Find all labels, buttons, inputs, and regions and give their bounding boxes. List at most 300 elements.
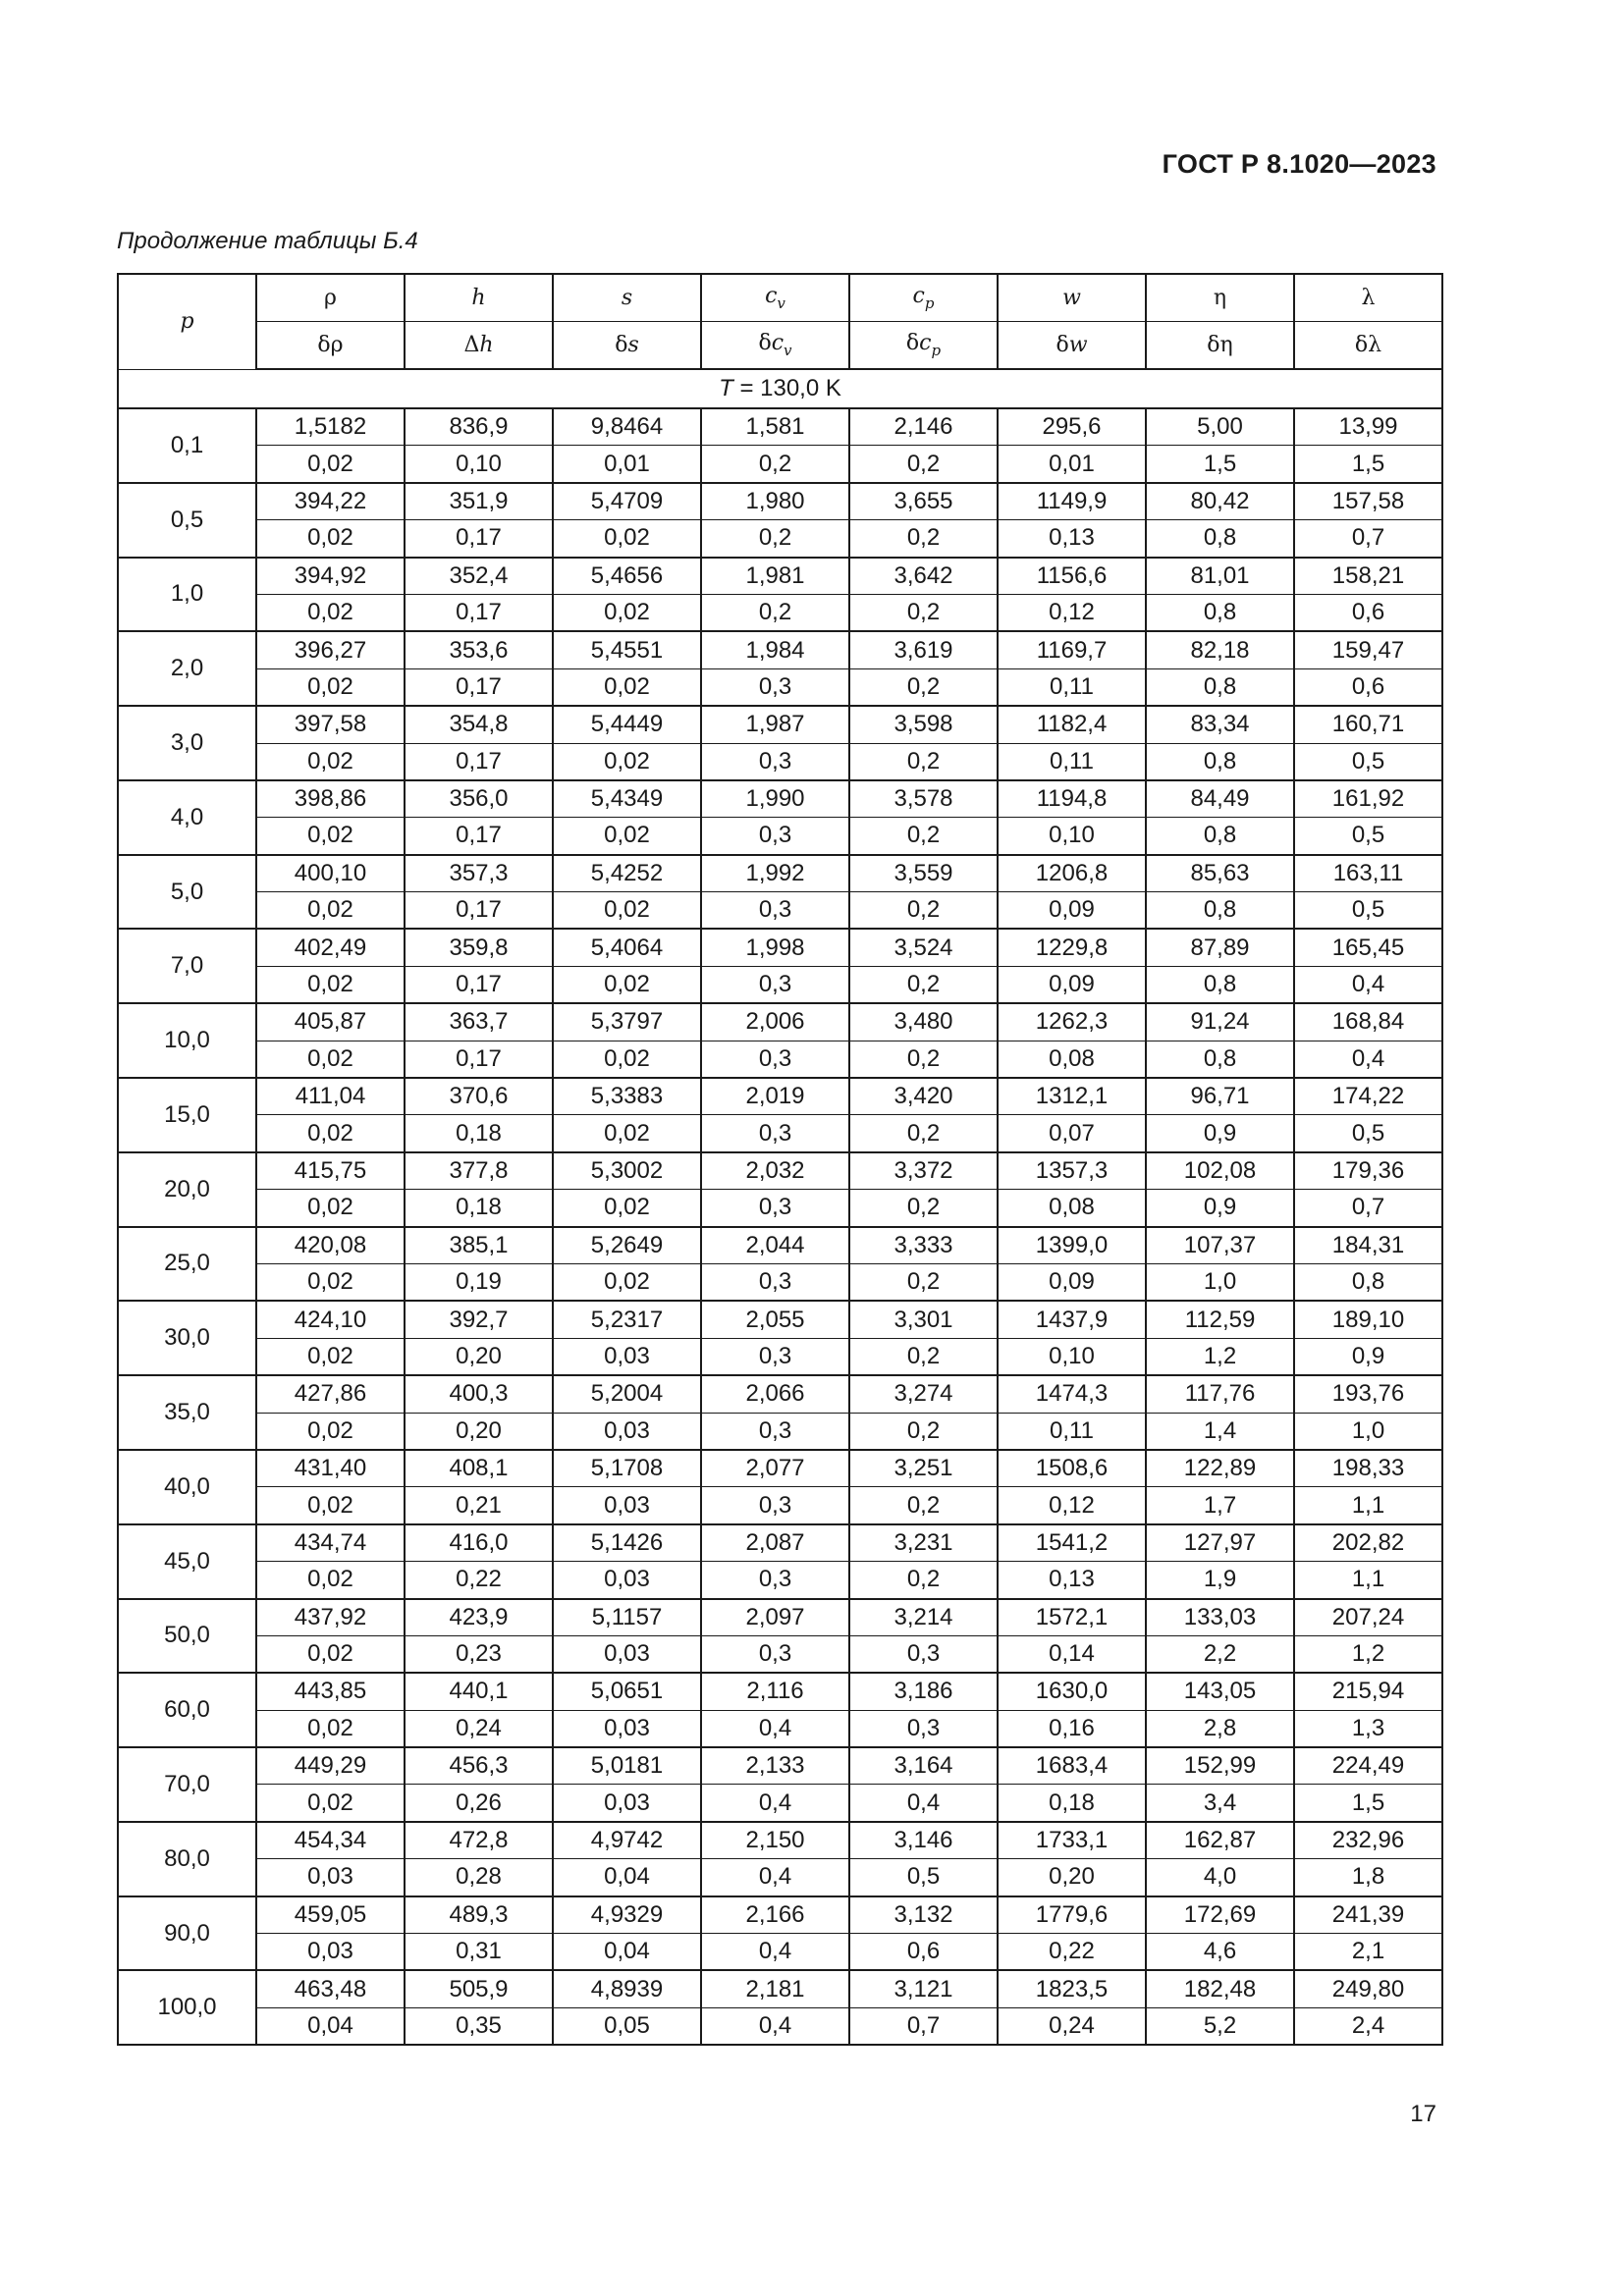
value-cell: 443,85 xyxy=(256,1673,405,1710)
column-header-3 xyxy=(701,274,849,322)
uncertainty-cell: 0,13 xyxy=(998,520,1146,558)
uncertainty-cell: 0,03 xyxy=(256,1859,405,1896)
uncertainty-cell: 3,4 xyxy=(1146,1785,1294,1822)
uncertainty-row xyxy=(118,818,1442,855)
value-cell: 1149,9 xyxy=(998,483,1146,520)
value-cell: 127,97 xyxy=(1146,1524,1294,1562)
value-cell: 3,598 xyxy=(849,706,998,743)
uncertainty-row xyxy=(118,446,1442,483)
uncertainty-cell: 0,18 xyxy=(998,1785,1146,1822)
pressure-value: 20,0 xyxy=(118,1152,256,1227)
uncertainty-cell: 1,0 xyxy=(1294,1413,1442,1450)
column-header-0 xyxy=(256,274,405,322)
uncertainty-cell: 0,3 xyxy=(701,1562,849,1599)
uncertainty-row xyxy=(118,668,1442,706)
value-cell: 158,21 xyxy=(1294,558,1442,595)
value-cell: 400,3 xyxy=(405,1375,553,1413)
table-row xyxy=(118,1078,1442,1115)
value-cell: 402,49 xyxy=(256,929,405,966)
value-cell: 5,4449 xyxy=(553,706,701,743)
uncertainty-variable: c xyxy=(919,330,932,355)
uncertainty-row xyxy=(118,966,1442,1003)
table-row xyxy=(118,1152,1442,1190)
value-cell: 207,24 xyxy=(1294,1599,1442,1636)
uncertainty-cell: 0,7 xyxy=(1294,1190,1442,1227)
uncertainty-cell: 0,02 xyxy=(256,1041,405,1078)
uncertainty-cell: 0,5 xyxy=(1294,1115,1442,1152)
value-cell: 416,0 xyxy=(405,1524,553,1562)
uncertainty-cell: 0,3 xyxy=(701,743,849,780)
pressure-value: 100,0 xyxy=(118,1970,256,2045)
table-caption: Продолжение таблицы Б.4 xyxy=(117,228,418,254)
value-cell: 5,4064 xyxy=(553,929,701,966)
uncertainty-cell: 0,8 xyxy=(1294,1263,1442,1301)
uncertainty-cell: 0,3 xyxy=(701,892,849,930)
value-cell: 351,9 xyxy=(405,483,553,520)
value-cell: 1,980 xyxy=(701,483,849,520)
uncertainty-cell: 0,02 xyxy=(553,966,701,1003)
uncertainty-cell: 0,02 xyxy=(256,1115,405,1152)
uncertainty-cell: 0,2 xyxy=(849,1190,998,1227)
uncertainty-cell: 0,9 xyxy=(1146,1115,1294,1152)
value-cell: 163,11 xyxy=(1294,855,1442,892)
value-cell: 836,9 xyxy=(405,408,553,446)
uncertainty-cell: 0,2 xyxy=(849,1115,998,1152)
table-row xyxy=(118,1524,1442,1562)
uncertainty-variable: s xyxy=(627,332,639,357)
value-cell: 1399,0 xyxy=(998,1227,1146,1264)
uncertainty-cell: 0,02 xyxy=(256,1338,405,1375)
uncertainty-cell: 0,8 xyxy=(1146,668,1294,706)
value-cell: 165,45 xyxy=(1294,929,1442,966)
uncertainty-cell: 0,31 xyxy=(405,1934,553,1971)
uncertainty-cell: 0,2 xyxy=(701,520,849,558)
pressure-value: 25,0 xyxy=(118,1227,256,1302)
table-row xyxy=(118,483,1442,520)
temperature-var: T xyxy=(719,375,733,401)
value-cell: 377,8 xyxy=(405,1152,553,1190)
uncertainty-cell: 1,1 xyxy=(1294,1562,1442,1599)
uncertainty-cell: 0,2 xyxy=(849,966,998,1003)
column-uncertainty-header-0 xyxy=(256,322,405,370)
uncertainty-cell: 2,4 xyxy=(1294,2007,1442,2045)
value-cell: 87,89 xyxy=(1146,929,1294,966)
uncertainty-cell: 0,01 xyxy=(998,446,1146,483)
uncertainty-symbol: δρ xyxy=(317,332,344,357)
table-row xyxy=(118,1301,1442,1338)
value-cell: 2,181 xyxy=(701,1970,849,2007)
uncertainty-subscript: p xyxy=(931,341,942,359)
uncertainty-cell: 0,3 xyxy=(701,1263,849,1301)
column-header-7 xyxy=(1294,274,1442,322)
temperature-value: = 130,0 K xyxy=(732,375,841,401)
value-cell: 431,40 xyxy=(256,1450,405,1487)
uncertainty-cell: 0,02 xyxy=(256,1413,405,1450)
value-cell: 102,08 xyxy=(1146,1152,1294,1190)
value-cell: 1312,1 xyxy=(998,1078,1146,1115)
value-cell: 85,63 xyxy=(1146,855,1294,892)
uncertainty-cell: 0,17 xyxy=(405,520,553,558)
uncertainty-cell: 0,22 xyxy=(405,1562,553,1599)
value-cell: 2,087 xyxy=(701,1524,849,1562)
value-cell: 133,03 xyxy=(1146,1599,1294,1636)
uncertainty-cell: 0,2 xyxy=(849,818,998,855)
uncertainty-cell: 0,02 xyxy=(256,668,405,706)
uncertainty-row xyxy=(118,1785,1442,1822)
value-cell: 2,044 xyxy=(701,1227,849,1264)
value-cell: 2,097 xyxy=(701,1599,849,1636)
uncertainty-row xyxy=(118,892,1442,930)
uncertainty-cell: 0,17 xyxy=(405,668,553,706)
column-header-6 xyxy=(1146,274,1294,322)
pressure-value: 60,0 xyxy=(118,1673,256,1747)
uncertainty-cell: 0,24 xyxy=(998,2007,1146,2045)
table-row xyxy=(118,1673,1442,1710)
value-cell: 420,08 xyxy=(256,1227,405,1264)
value-cell: 189,10 xyxy=(1294,1301,1442,1338)
pressure-value: 0,1 xyxy=(118,408,256,483)
column-header-4 xyxy=(849,274,998,322)
value-cell: 434,74 xyxy=(256,1524,405,1562)
uncertainty-cell: 0,03 xyxy=(553,1413,701,1450)
value-cell: 1182,4 xyxy=(998,706,1146,743)
value-cell: 5,2317 xyxy=(553,1301,701,1338)
value-cell: 83,34 xyxy=(1146,706,1294,743)
uncertainty-row xyxy=(118,1934,1442,1971)
uncertainty-cell: 0,3 xyxy=(849,1710,998,1747)
uncertainty-cell: 0,3 xyxy=(701,1413,849,1450)
uncertainty-cell: 0,6 xyxy=(1294,594,1442,631)
uncertainty-row xyxy=(118,1859,1442,1896)
uncertainty-cell: 0,03 xyxy=(553,1785,701,1822)
uncertainty-cell: 0,13 xyxy=(998,1562,1146,1599)
uncertainty-cell: 0,2 xyxy=(849,743,998,780)
pressure-value: 90,0 xyxy=(118,1896,256,1971)
value-cell: 107,37 xyxy=(1146,1227,1294,1264)
value-cell: 2,032 xyxy=(701,1152,849,1190)
uncertainty-subscript: v xyxy=(784,341,792,359)
value-cell: 3,121 xyxy=(849,1970,998,2007)
uncertainty-cell: 0,2 xyxy=(849,520,998,558)
value-cell: 2,066 xyxy=(701,1375,849,1413)
value-cell: 1,987 xyxy=(701,706,849,743)
uncertainty-cell: 0,02 xyxy=(553,1190,701,1227)
value-cell: 112,59 xyxy=(1146,1301,1294,1338)
value-cell: 363,7 xyxy=(405,1003,553,1041)
column-header-1 xyxy=(405,274,553,322)
value-cell: 82,18 xyxy=(1146,631,1294,668)
value-cell: 2,006 xyxy=(701,1003,849,1041)
value-cell: 5,4656 xyxy=(553,558,701,595)
uncertainty-cell: 1,0 xyxy=(1146,1263,1294,1301)
uncertainty-row xyxy=(118,1413,1442,1450)
uncertainty-prefix: δ xyxy=(615,332,628,357)
uncertainty-cell: 0,2 xyxy=(849,1338,998,1375)
value-cell: 3,132 xyxy=(849,1896,998,1934)
uncertainty-cell: 0,2 xyxy=(849,594,998,631)
standard-code: ГОСТ Р 8.1020—2023 xyxy=(1162,149,1436,179)
uncertainty-cell: 0,04 xyxy=(553,1934,701,1971)
uncertainty-cell: 0,02 xyxy=(553,1263,701,1301)
uncertainty-cell: 1,5 xyxy=(1294,1785,1442,1822)
value-cell: 1,998 xyxy=(701,929,849,966)
uncertainty-cell: 0,8 xyxy=(1146,892,1294,930)
uncertainty-cell: 0,09 xyxy=(998,892,1146,930)
value-cell: 440,1 xyxy=(405,1673,553,1710)
value-cell: 159,47 xyxy=(1294,631,1442,668)
pressure-value: 1,0 xyxy=(118,558,256,632)
column-symbol-subscript: v xyxy=(777,294,785,312)
column-uncertainty-header-4 xyxy=(849,322,998,370)
column-symbol-subscript: p xyxy=(924,294,935,312)
uncertainty-cell: 0,03 xyxy=(256,1934,405,1971)
uncertainty-cell: 0,20 xyxy=(405,1413,553,1450)
table-row xyxy=(118,706,1442,743)
uncertainty-cell: 0,02 xyxy=(553,743,701,780)
pressure-value: 40,0 xyxy=(118,1450,256,1524)
uncertainty-cell: 0,3 xyxy=(701,966,849,1003)
value-cell: 396,27 xyxy=(256,631,405,668)
uncertainty-cell: 4,0 xyxy=(1146,1859,1294,1896)
value-cell: 385,1 xyxy=(405,1227,553,1264)
uncertainty-cell: 0,02 xyxy=(256,1562,405,1599)
uncertainty-cell: 0,12 xyxy=(998,594,1146,631)
uncertainty-cell: 0,11 xyxy=(998,1413,1146,1450)
value-cell: 415,75 xyxy=(256,1152,405,1190)
uncertainty-cell: 1,4 xyxy=(1146,1413,1294,1450)
uncertainty-row xyxy=(118,1041,1442,1078)
value-cell: 397,58 xyxy=(256,706,405,743)
value-cell: 3,251 xyxy=(849,1450,998,1487)
uncertainty-cell: 2,8 xyxy=(1146,1710,1294,1747)
uncertainty-cell: 0,09 xyxy=(998,1263,1146,1301)
column-symbol: h xyxy=(471,285,486,310)
uncertainty-cell: 0,3 xyxy=(701,1487,849,1524)
uncertainty-cell: 0,35 xyxy=(405,2007,553,2045)
table-row xyxy=(118,631,1442,668)
value-cell: 1,981 xyxy=(701,558,849,595)
uncertainty-row xyxy=(118,1562,1442,1599)
uncertainty-cell: 0,02 xyxy=(256,594,405,631)
value-cell: 80,42 xyxy=(1146,483,1294,520)
column-symbol: η xyxy=(1213,285,1227,310)
uncertainty-cell: 0,28 xyxy=(405,1859,553,1896)
uncertainty-cell: 0,5 xyxy=(849,1859,998,1896)
value-cell: 449,29 xyxy=(256,1747,405,1785)
value-cell: 168,84 xyxy=(1294,1003,1442,1041)
uncertainty-cell: 0,17 xyxy=(405,594,553,631)
uncertainty-cell: 1,7 xyxy=(1146,1487,1294,1524)
uncertainty-cell: 0,7 xyxy=(1294,520,1442,558)
uncertainty-cell: 0,4 xyxy=(1294,966,1442,1003)
value-cell: 463,48 xyxy=(256,1970,405,2007)
value-cell: 2,150 xyxy=(701,1822,849,1859)
uncertainty-cell: 0,8 xyxy=(1146,594,1294,631)
uncertainty-cell: 0,10 xyxy=(998,818,1146,855)
value-cell: 198,33 xyxy=(1294,1450,1442,1487)
value-cell: 157,58 xyxy=(1294,483,1442,520)
uncertainty-cell: 0,19 xyxy=(405,1263,553,1301)
value-cell: 3,333 xyxy=(849,1227,998,1264)
value-cell: 3,559 xyxy=(849,855,998,892)
value-cell: 411,04 xyxy=(256,1078,405,1115)
uncertainty-cell: 0,02 xyxy=(553,1115,701,1152)
pressure-value: 70,0 xyxy=(118,1747,256,1822)
uncertainty-variable: h xyxy=(479,332,494,357)
column-uncertainty-header-2 xyxy=(553,322,701,370)
value-cell: 232,96 xyxy=(1294,1822,1442,1859)
value-cell: 161,92 xyxy=(1294,780,1442,818)
value-cell: 5,4709 xyxy=(553,483,701,520)
value-cell: 182,48 xyxy=(1146,1970,1294,2007)
table-row xyxy=(118,780,1442,818)
uncertainty-cell: 0,3 xyxy=(701,1635,849,1673)
uncertainty-cell: 0,17 xyxy=(405,892,553,930)
uncertainty-cell: 2,2 xyxy=(1146,1635,1294,1673)
value-cell: 1,984 xyxy=(701,631,849,668)
uncertainty-cell: 0,11 xyxy=(998,668,1146,706)
value-cell: 5,00 xyxy=(1146,408,1294,446)
value-cell: 1169,7 xyxy=(998,631,1146,668)
value-cell: 424,10 xyxy=(256,1301,405,1338)
uncertainty-cell: 0,21 xyxy=(405,1487,553,1524)
table-row xyxy=(118,1227,1442,1264)
uncertainty-cell: 2,1 xyxy=(1294,1934,1442,1971)
value-cell: 5,4551 xyxy=(553,631,701,668)
value-cell: 392,7 xyxy=(405,1301,553,1338)
uncertainty-row xyxy=(118,1710,1442,1747)
pressure-value: 15,0 xyxy=(118,1078,256,1152)
uncertainty-cell: 0,3 xyxy=(701,1041,849,1078)
value-cell: 202,82 xyxy=(1294,1524,1442,1562)
value-cell: 423,9 xyxy=(405,1599,553,1636)
column-symbol: s xyxy=(621,285,633,310)
uncertainty-cell: 0,02 xyxy=(256,1710,405,1747)
value-cell: 1206,8 xyxy=(998,855,1146,892)
value-cell: 5,1426 xyxy=(553,1524,701,1562)
uncertainty-cell: 0,02 xyxy=(553,520,701,558)
uncertainty-cell: 0,24 xyxy=(405,1710,553,1747)
uncertainty-cell: 5,2 xyxy=(1146,2007,1294,2045)
table-row xyxy=(118,855,1442,892)
table-row xyxy=(118,1599,1442,1636)
uncertainty-cell: 0,8 xyxy=(1146,1041,1294,1078)
uncertainty-cell: 0,17 xyxy=(405,743,553,780)
value-cell: 459,05 xyxy=(256,1896,405,1934)
uncertainty-cell: 0,10 xyxy=(998,1338,1146,1375)
value-cell: 5,4252 xyxy=(553,855,701,892)
page-number: 17 xyxy=(1410,2101,1436,2127)
value-cell: 408,1 xyxy=(405,1450,553,1487)
value-cell: 454,34 xyxy=(256,1822,405,1859)
value-cell: 3,372 xyxy=(849,1152,998,1190)
value-cell: 81,01 xyxy=(1146,558,1294,595)
uncertainty-cell: 0,2 xyxy=(849,1562,998,1599)
uncertainty-cell: 4,6 xyxy=(1146,1934,1294,1971)
uncertainty-cell: 0,8 xyxy=(1146,966,1294,1003)
value-cell: 215,94 xyxy=(1294,1673,1442,1710)
value-cell: 2,055 xyxy=(701,1301,849,1338)
uncertainty-row xyxy=(118,743,1442,780)
table-row xyxy=(118,408,1442,446)
value-cell: 2,133 xyxy=(701,1747,849,1785)
value-cell: 1,992 xyxy=(701,855,849,892)
uncertainty-cell: 0,18 xyxy=(405,1115,553,1152)
pressure-value: 4,0 xyxy=(118,780,256,855)
uncertainty-symbol: δλ xyxy=(1354,332,1382,357)
value-cell: 1508,6 xyxy=(998,1450,1146,1487)
uncertainty-cell: 0,8 xyxy=(1146,818,1294,855)
uncertainty-row xyxy=(118,1263,1442,1301)
pressure-value: 45,0 xyxy=(118,1524,256,1599)
uncertainty-row xyxy=(118,1190,1442,1227)
uncertainty-cell: 0,5 xyxy=(1294,743,1442,780)
value-cell: 3,274 xyxy=(849,1375,998,1413)
uncertainty-cell: 0,02 xyxy=(553,818,701,855)
uncertainty-cell: 1,9 xyxy=(1146,1562,1294,1599)
uncertainty-symbol: δη xyxy=(1207,332,1233,357)
uncertainty-cell: 0,6 xyxy=(849,1934,998,1971)
uncertainty-cell: 0,02 xyxy=(256,966,405,1003)
value-cell: 472,8 xyxy=(405,1822,553,1859)
pressure-value: 7,0 xyxy=(118,929,256,1003)
value-cell: 1156,6 xyxy=(998,558,1146,595)
value-cell: 3,214 xyxy=(849,1599,998,1636)
value-cell: 505,9 xyxy=(405,1970,553,2007)
value-cell: 3,578 xyxy=(849,780,998,818)
uncertainty-cell: 0,5 xyxy=(1294,818,1442,855)
uncertainty-cell: 1,2 xyxy=(1146,1338,1294,1375)
column-uncertainty-header-7 xyxy=(1294,322,1442,370)
uncertainty-cell: 0,02 xyxy=(256,818,405,855)
pressure-value: 0,5 xyxy=(118,483,256,558)
value-cell: 5,3383 xyxy=(553,1078,701,1115)
uncertainty-cell: 0,4 xyxy=(701,1710,849,1747)
uncertainty-cell: 0,4 xyxy=(1294,1041,1442,1078)
uncertainty-cell: 0,3 xyxy=(701,818,849,855)
value-cell: 1572,1 xyxy=(998,1599,1146,1636)
uncertainty-cell: 0,3 xyxy=(701,1338,849,1375)
value-cell: 5,2649 xyxy=(553,1227,701,1264)
value-cell: 5,2004 xyxy=(553,1375,701,1413)
uncertainty-cell: 0,8 xyxy=(1146,743,1294,780)
value-cell: 4,8939 xyxy=(553,1970,701,2007)
pressure-value: 35,0 xyxy=(118,1375,256,1450)
value-cell: 5,3002 xyxy=(553,1152,701,1190)
value-cell: 353,6 xyxy=(405,631,553,668)
uncertainty-cell: 0,02 xyxy=(553,892,701,930)
value-cell: 172,69 xyxy=(1146,1896,1294,1934)
value-cell: 359,8 xyxy=(405,929,553,966)
uncertainty-cell: 0,17 xyxy=(405,966,553,1003)
value-cell: 122,89 xyxy=(1146,1450,1294,1487)
value-cell: 427,86 xyxy=(256,1375,405,1413)
uncertainty-cell: 0,02 xyxy=(256,1263,405,1301)
uncertainty-cell: 0,2 xyxy=(849,1487,998,1524)
value-cell: 3,146 xyxy=(849,1822,998,1859)
temperature-label xyxy=(118,369,1442,408)
value-cell: 2,077 xyxy=(701,1450,849,1487)
uncertainty-cell: 0,03 xyxy=(553,1338,701,1375)
uncertainty-cell: 0,08 xyxy=(998,1041,1146,1078)
uncertainty-prefix: Δ xyxy=(463,332,480,357)
column-symbol: ρ xyxy=(324,285,337,310)
uncertainty-row xyxy=(118,594,1442,631)
value-cell: 295,6 xyxy=(998,408,1146,446)
uncertainty-cell: 0,02 xyxy=(256,1785,405,1822)
uncertainty-cell: 0,17 xyxy=(405,1041,553,1078)
uncertainty-cell: 0,7 xyxy=(849,2007,998,2045)
